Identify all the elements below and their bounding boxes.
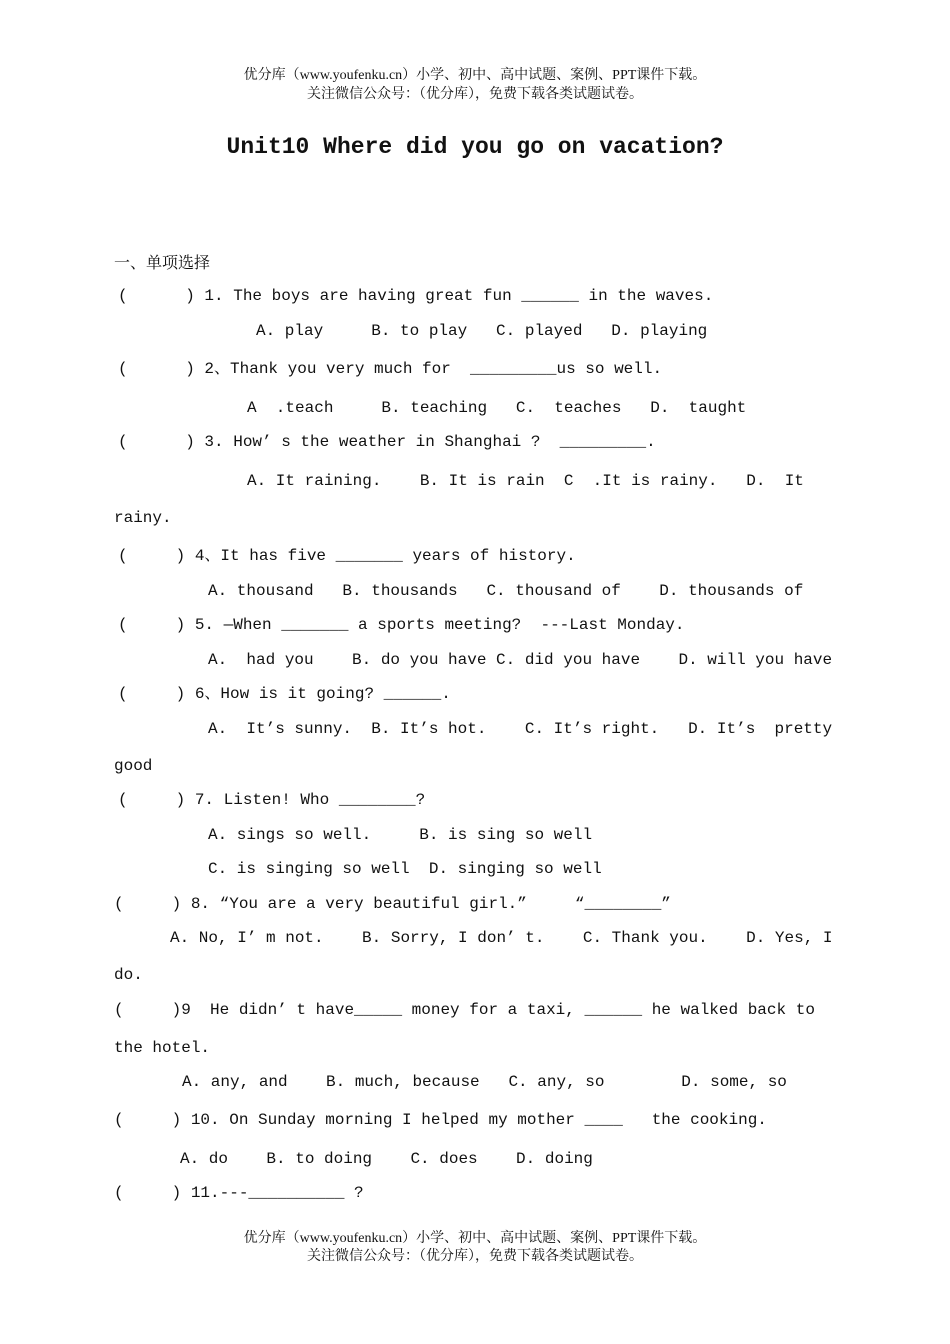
q7-options-c-d: C. is singing so well D. singing so well <box>208 860 602 878</box>
q9-options: A. any, and B. much, because C. any, so D. some, so <box>182 1073 787 1091</box>
q6-options-cont: good <box>114 757 153 775</box>
q3-options-cont: rainy. <box>114 509 172 527</box>
section-heading: 一、单项选择 <box>114 253 211 272</box>
q9-stem-cont: the hotel. <box>114 1039 211 1057</box>
q6-options: A. It’s sunny. B. It’s hot. C. It’s right. D. It’s pretty <box>208 720 833 738</box>
q7-options-a-b: A. sings so well. B. is sing so well <box>208 826 593 844</box>
header-line-1: 优分库（www.youfenku.cn）小学、初中、高中试题、案例、PPT课件下载。 <box>243 68 707 83</box>
page-title: Unit10 Where did you go on vacation? <box>226 134 724 160</box>
header-line-2: 关注微信公众号：（优分库），免费下载各类试题试卷。 <box>307 87 643 102</box>
q5-options: A. had you B. do you have C. did you have D. will you have <box>208 651 833 669</box>
footer-line-1: 优分库（www.youfenku.cn）小学、初中、高中试题、案例、PPT课件下载。 <box>243 1231 707 1246</box>
footer-line-2: 关注微信公众号：（优分库），免费下载各类试题试卷。 <box>307 1249 643 1264</box>
q11-stem: ( ) 11.---__________ ? <box>114 1184 364 1202</box>
q8-options-cont: do. <box>114 966 143 984</box>
q8-stem: ( ) 8. “You are a very beautiful girl.” “________” <box>114 895 671 913</box>
q7-stem: ( ) 7. Listen! Who ________? <box>118 791 426 809</box>
q8-options: A. No, I’ m not. B. Sorry, I don’ t. C. Thank you. D. Yes, I <box>170 929 833 947</box>
q9-stem: ( )9 He didn’ t have_____ money for a taxi, ______ he walked back to <box>114 1001 815 1019</box>
q2-options: A .teach B. teaching C. teaches D. taught <box>247 399 747 417</box>
q3-options: A. It raining. B. It is rain C .It is rainy. D. It <box>247 472 804 490</box>
q4-stem: ( ) 4、It has five _______ years of history. <box>118 547 576 565</box>
q1-options: A. play B. to play C. played D. playing <box>256 322 708 340</box>
q10-stem: ( ) 10. On Sunday morning I helped my mother ____ the cooking. <box>114 1111 767 1129</box>
q1-stem: ( ) 1. The boys are having great fun ______ in the waves. <box>118 287 714 305</box>
q6-stem: ( ) 6、How is it going? ______. <box>118 685 451 703</box>
q10-options: A. do B. to doing C. does D. doing <box>180 1150 593 1168</box>
q5-stem: ( ) 5. —When _______ a sports meeting? ---Last Monday. <box>118 616 685 634</box>
q2-stem: ( ) 2、Thank you very much for _________us so well. <box>118 360 663 378</box>
q4-options: A. thousand B. thousands C. thousand of D. thousands of <box>208 582 804 600</box>
q3-stem: ( ) 3. How’ s the weather in Shanghai ? _________. <box>118 433 656 451</box>
